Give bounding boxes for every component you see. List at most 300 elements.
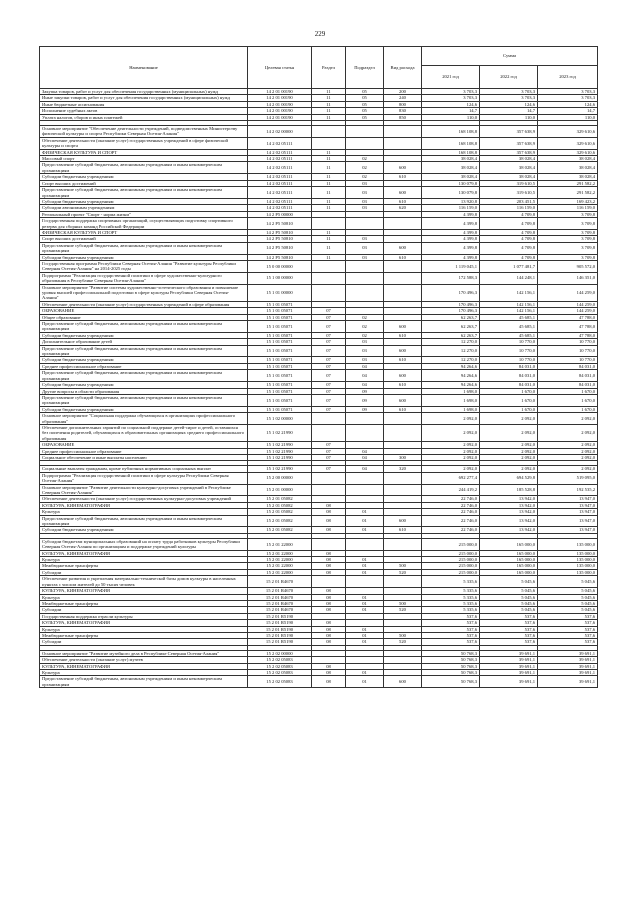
row-subsection: 01 [346,509,384,515]
header-article: Целевая статья [248,47,312,89]
row-section: 07 [312,388,346,394]
row-section: 08 [312,594,346,600]
row-value-2021: 692 277,4 [422,472,480,484]
row-subsection: 02 [346,156,384,162]
row-value-2021: 5 335,6 [422,594,480,600]
row-value-2023: 124,6 [538,101,598,107]
row-section [312,137,346,149]
row-name: Предоставление субсидий бюджетным, автономным учреждениям и иным некоммерческим организациям [40,676,248,688]
row-value-2022: 45 685,1 [480,314,538,320]
row-name: КУЛЬТУРА, КИНЕМАТОГРАФИЯ [40,663,248,669]
row-article: 15 1 01 05071 [248,363,312,369]
row-value-2022: 39 691,1 [480,669,538,675]
row-name: Государственная поддержка спортивных организаций, осуществляющих подготовку спортивного резерва для сборных команд Российской Федерации [40,218,248,230]
row-value-2023: 135 000,0 [538,563,598,569]
row-subsection: 03 [346,180,384,186]
row-name: ФИЗИЧЕСКАЯ КУЛЬТУРА И СПОРТ [40,149,248,155]
row-expense-type: 500 [384,563,422,569]
row-expense-type: 620 [384,205,422,211]
row-value-2021: 215 000,0 [422,538,480,550]
row-name: ОБРАЗОВАНИЕ [40,308,248,314]
row-name: КУЛЬТУРА, КИНЕМАТОГРАФИЯ [40,550,248,556]
row-article: 15 1 01 05071 [248,332,312,338]
row-article: 15 2 01 R4670 [248,607,312,613]
row-value-2022: 142 156,1 [480,301,538,307]
row-subsection [346,137,384,149]
table-row [40,218,598,230]
row-value-2021: 124,6 [422,101,480,107]
row-value-2022: 13 942,0 [480,496,538,502]
row-value-2021: 4 399,8 [422,229,480,235]
row-name: Межбюджетные трансферты [40,600,248,606]
row-expense-type: 600 [384,370,422,382]
header-section: Раздел [312,47,346,89]
row-value-2021: 537,6 [422,626,480,632]
row-value-2022: 1 670,0 [480,406,538,412]
row-section: 08 [312,676,346,688]
row-section: 11 [312,156,346,162]
row-section: 08 [312,639,346,645]
row-expense-type: 500 [384,600,422,606]
row-section: 07 [312,345,346,357]
row-article: 15 1 01 05071 [248,321,312,333]
row-article: 14 2 P5 50810 [248,229,312,235]
row-value-2021: 22 746,0 [422,496,480,502]
row-name: Субсидии бюджетным учреждениям [40,254,248,260]
table-row [40,272,598,284]
row-expense-type [384,137,422,149]
row-value-2021: 3 703,3 [422,95,480,101]
row-name: Основное мероприятие "Социальная поддержка обучающихся в организациях профессионального образования" [40,413,248,425]
row-article: 15 1 00 00000 [248,272,312,284]
row-section: 08 [312,600,346,606]
row-article: 14 2 02 05111 [248,149,312,155]
row-expense-type: 830 [384,108,422,114]
row-expense-type [384,218,422,230]
row-section: 07 [312,363,346,369]
row-value-2023: 10 770,0 [538,345,598,357]
row-value-2021: 50 768,3 [422,669,480,675]
row-name: КУЛЬТУРА, КИНЕМАТОГРАФИЯ [40,620,248,626]
row-name: Субсидии [40,569,248,575]
row-value-2021: 50 768,3 [422,650,480,656]
row-section: 08 [312,509,346,515]
row-subsection: 02 [346,321,384,333]
row-name: Межбюджетные трансферты [40,632,248,638]
row-value-2023: 47 788,0 [538,314,598,320]
row-article: 15 1 02 21990 [248,442,312,448]
row-subsection: 02 [346,314,384,320]
row-value-2023: 135 000,0 [538,538,598,550]
row-name: Государственная программа Республики Северная Осетия-Алания "Развитие культуры Республики Северная Осетия-Алания" на 2014-2025 годы [40,260,248,272]
row-subsection: 03 [346,205,384,211]
row-article: 15 2 01 R5190 [248,626,312,632]
row-value-2023: 2 092,0 [538,448,598,454]
row-name: Предоставление субсидий бюджетным, автономным учреждениям и иным некоммерческим организациям [40,394,248,406]
row-subsection [346,284,384,301]
row-value-2023: 146 351,0 [538,272,598,284]
row-value-2023: 135 000,0 [538,550,598,556]
row-section: 08 [312,563,346,569]
row-value-2023: 3 709,8 [538,211,598,217]
row-value-2021: 38 028,4 [422,162,480,174]
row-value-2021: 62 263,7 [422,321,480,333]
row-section: 07 [312,370,346,382]
row-article: 15 1 02 21990 [248,454,312,460]
row-value-2023: 110,0 [538,114,598,120]
row-value-2023: 144 259,0 [538,301,598,307]
row-value-2022: 84 031,0 [480,363,538,369]
row-value-2023: 519 095,0 [538,472,598,484]
row-value-2022: 2 092,0 [480,413,538,425]
row-value-2023: 39 691,1 [538,657,598,663]
row-name: Обеспечение деятельности (оказание услуг) музеев [40,657,248,663]
row-value-2023: 329 610,6 [538,149,598,155]
row-article: 15 2 01 R5190 [248,613,312,619]
row-subsection: 01 [346,669,384,675]
row-article: 14 2 P5 50810 [248,242,312,254]
row-value-2021: 4 399,8 [422,236,480,242]
row-section: 11 [312,95,346,101]
row-name: Обеспечение деятельности (оказание услуг) государственных учреждений в сфере физической культуры и спорта [40,137,248,149]
row-expense-type: 600 [384,394,422,406]
row-article: 15 2 01 00000 [248,484,312,496]
row-expense-type: 610 [384,332,422,338]
row-value-2023: 13 947,0 [538,527,598,533]
row-expense-type: 610 [384,527,422,533]
row-expense-type: 520 [384,639,422,645]
row-value-2022: 537,6 [480,639,538,645]
row-value-2022: 39 691,1 [480,657,538,663]
row-article: 15 1 02 21990 [248,466,312,472]
row-article: 15 2 01 05082 [248,509,312,515]
row-value-2023: 3 709,8 [538,242,598,254]
row-name: Государственная поддержка отрасли культуры [40,613,248,619]
row-section: 11 [312,89,346,95]
row-value-2021: 215 000,0 [422,550,480,556]
row-value-2022: 165 000,0 [480,538,538,550]
row-subsection: 01 [346,563,384,569]
row-subsection: 01 [346,600,384,606]
row-article: 14 2 P5 00000 [248,211,312,217]
row-value-2021: 215 000,0 [422,557,480,563]
row-article: 15 2 01 05082 [248,502,312,508]
row-name: Основное мероприятие "Развитие деятельности культурно-досуговых учреждений в Республике Северная Осетия-Алания" [40,484,248,496]
row-value-2021: 5 335,6 [422,607,480,613]
row-value-2023: 291 582,2 [538,180,598,186]
row-section: 11 [312,108,346,114]
row-section: 07 [312,466,346,472]
row-article: 15 2 01 R4670 [248,600,312,606]
row-article: 15 1 01 05071 [248,370,312,382]
table-row [40,484,598,496]
row-value-2021: 4 399,8 [422,254,480,260]
row-section [312,538,346,550]
row-section: 08 [312,502,346,508]
row-value-2022: 84 031,0 [480,370,538,382]
row-article: 15 0 00 00000 [248,260,312,272]
row-article: 15 1 01 05071 [248,314,312,320]
row-name: Спорт высших достижений [40,180,248,186]
row-section: 11 [312,198,346,204]
row-section [312,260,346,272]
row-value-2023: 1 670,0 [538,388,598,394]
row-name: Субсидии бюджетам муниципальных образований на оплату труда работников культуры Республики Северная Осетия-Алания по организациям и поддержке учреждений культуры [40,538,248,550]
row-name: Культура [40,509,248,515]
row-name: Культура [40,669,248,675]
header-subsection: Подраздел [346,47,384,89]
row-name: Субсидии автономным учреждениям [40,205,248,211]
budget-table [39,46,598,688]
row-subsection [346,260,384,272]
row-section: 08 [312,626,346,632]
row-subsection [346,413,384,425]
row-subsection [346,538,384,550]
row-subsection: 03 [346,357,384,363]
row-name: Субсидии бюджетным учреждениям [40,406,248,412]
row-subsection [346,272,384,284]
row-value-2022: 5 045,6 [480,600,538,606]
row-value-2021: 5 335,6 [422,600,480,606]
row-value-2021: 94 264,6 [422,370,480,382]
row-expense-type: 320 [384,466,422,472]
row-section: 07 [312,454,346,460]
row-value-2021: 2 092,0 [422,448,480,454]
row-name: Субсидии бюджетным учреждениям [40,357,248,363]
row-subsection: 01 [346,632,384,638]
row-section: 11 [312,174,346,180]
row-expense-type: 600 [384,345,422,357]
row-subsection: 01 [346,515,384,527]
row-value-2023: 38 028,4 [538,162,598,174]
table-row [40,370,598,382]
row-value-2021: 5 335,6 [422,576,480,588]
row-expense-type [384,538,422,550]
row-name: Другие вопросы в области образования [40,388,248,394]
row-value-2023: 5 045,6 [538,576,598,588]
row-value-2022: 5 045,6 [480,594,538,600]
row-article: 15 1 01 05071 [248,345,312,357]
row-subsection: 01 [346,639,384,645]
row-article: 15 2 01 22000 [248,569,312,575]
row-article: 15 1 01 05071 [248,388,312,394]
row-section: 11 [312,242,346,254]
row-expense-type: 800 [384,101,422,107]
row-value-2022: 165 000,0 [480,569,538,575]
row-section: 07 [312,442,346,448]
row-section: 07 [312,321,346,333]
row-value-2021: 244 419,2 [422,484,480,496]
row-name: Предоставление субсидий бюджетным, автономным учреждениям и иным некоммерческим организациям [40,370,248,382]
row-expense-type [384,413,422,425]
row-value-2021: 12 270,0 [422,345,480,357]
row-article: 14 2 02 05111 [248,162,312,174]
row-value-2021: 537,6 [422,620,480,626]
row-value-2021: 537,6 [422,639,480,645]
row-article: 14 2 02 05111 [248,180,312,186]
row-subsection [346,218,384,230]
row-subsection: 09 [346,406,384,412]
row-section: 11 [312,101,346,107]
row-value-2023: 192 535,2 [538,484,598,496]
row-name: КУЛЬТУРА, КИНЕМАТОГРАФИЯ [40,502,248,508]
row-value-2023: 1 670,0 [538,406,598,412]
row-expense-type: 600 [384,242,422,254]
row-section: 08 [312,527,346,533]
row-name: Основное мероприятие "Обеспечение деятельности учреждений, подведомственных Министерству физической культуры и спорта Республики Северная Осетия-Алания" [40,126,248,138]
row-value-2022: 13 942,0 [480,509,538,515]
row-name: Подпрограмма "Реализация государственной политики в сфере культуры Республики Северная Осетия-Алания" [40,472,248,484]
row-value-2023: 116 159,0 [538,205,598,211]
row-subsection: 01 [346,607,384,613]
row-value-2022: 4 709,8 [480,229,538,235]
row-value-2022: 165 000,0 [480,550,538,556]
table-body [40,89,598,688]
row-article: 15 2 02 05083 [248,657,312,663]
row-value-2021: 215 000,0 [422,563,480,569]
row-name: Обеспечение дополнительных гарантий по социальной поддержке детей-сирот и детей, оставшихся без попечения родителей, обучающихся в образовательных организациях среднего профессионального образования [40,424,248,441]
row-value-2023: 537,6 [538,639,598,645]
row-subsection: 03 [346,198,384,204]
row-section: 08 [312,515,346,527]
row-section: 08 [312,557,346,563]
table-row [40,676,598,688]
row-subsection: 09 [346,388,384,394]
table-row [40,284,598,301]
row-name: Иные бюджетные ассигнования [40,101,248,107]
row-value-2023: 39 691,1 [538,663,598,669]
header-2023: 2023 год [538,66,598,89]
row-subsection: 04 [346,448,384,454]
row-name: Предоставление субсидий бюджетным, автономным учреждениям и иным некоммерческим организациям [40,345,248,357]
row-subsection: 05 [346,95,384,101]
row-section: 08 [312,632,346,638]
row-name: Основное мероприятие "Развитие музейного дела в Республике Северная Осетия-Алания" [40,650,248,656]
row-section: 07 [312,339,346,345]
row-value-2023: 10 770,0 [538,339,598,345]
table-row [40,515,598,527]
row-expense-type: 610 [384,406,422,412]
row-value-2022: 319 610,5 [480,187,538,199]
row-value-2022: 110,0 [480,114,538,120]
row-section: 11 [312,254,346,260]
row-expense-type: 850 [384,114,422,120]
row-value-2023: 135 000,0 [538,557,598,563]
table-row [40,424,598,441]
row-name: Субсидии бюджетным учреждениям [40,174,248,180]
row-expense-type [384,472,422,484]
row-value-2023: 3 703,3 [538,95,598,101]
row-subsection: 05 [346,108,384,114]
row-subsection [346,576,384,588]
row-value-2021: 50 768,3 [422,676,480,688]
row-value-2022: 13 942,0 [480,515,538,527]
row-value-2021: 537,6 [422,632,480,638]
row-expense-type: 610 [384,382,422,388]
row-expense-type: 600 [384,676,422,688]
row-section: 11 [312,187,346,199]
row-subsection [346,472,384,484]
row-article: 15 2 02 05083 [248,669,312,675]
row-article: 14 2 02 05111 [248,137,312,149]
row-value-2022: 4 709,8 [480,242,538,254]
row-value-2023: 3 703,3 [538,89,598,95]
row-subsection: 05 [346,89,384,95]
row-value-2021: 4 399,8 [422,242,480,254]
row-value-2023: 329 610,6 [538,126,598,138]
row-value-2022: 5 045,6 [480,576,538,588]
row-value-2021: 38 028,4 [422,174,480,180]
row-value-2021: 22 746,0 [422,515,480,527]
row-section [312,576,346,588]
row-article: 14 2 P5 50810 [248,218,312,230]
row-value-2021: 1 698,0 [422,388,480,394]
row-expense-type: 600 [384,162,422,174]
row-value-2022: 124,6 [480,101,538,107]
row-name: Межбюджетные трансферты [40,563,248,569]
row-subsection: 01 [346,527,384,533]
row-article: 14 2 01 00190 [248,101,312,107]
row-value-2023: 38 028,4 [538,156,598,162]
row-name: Субсидии бюджетным учреждениям [40,382,248,388]
row-subsection: 04 [346,466,384,472]
row-name: Субсидии бюджетным учреждениям [40,527,248,533]
row-article: 15 2 01 05082 [248,527,312,533]
row-value-2021: 1 698,0 [422,394,480,406]
row-value-2023: 5 045,6 [538,594,598,600]
header-sums: Сумма [422,47,598,66]
row-section [312,284,346,301]
row-value-2022: 45 685,1 [480,332,538,338]
row-article: 14 2 02 05111 [248,187,312,199]
row-value-2021: 12 270,0 [422,357,480,363]
row-article: 15 2 01 R5190 [248,632,312,638]
row-value-2022: 3 703,3 [480,95,538,101]
row-article: 14 2 02 05111 [248,198,312,204]
row-expense-type [384,424,422,441]
row-name: Обеспечение развития и укрепления материально-технической базы домов культуры в населенных пунктах с числом жителей до 50 тысяч человек [40,576,248,588]
row-article: 14 2 02 05111 [248,156,312,162]
row-value-2021: 172 588,3 [422,272,480,284]
row-subsection [346,126,384,138]
row-value-2021: 22 746,0 [422,502,480,508]
row-name: Региональный проект "Спорт - норма жизни" [40,211,248,217]
row-section: 08 [312,669,346,675]
row-name: Иные закупки товаров, работ и услуг для обеспечения государственных (муниципальных) нужд [40,95,248,101]
row-value-2021: 116 159,0 [422,205,480,211]
row-article: 14 2 02 00000 [248,126,312,138]
row-value-2023: 169 423,2 [538,198,598,204]
row-section: 08 [312,607,346,613]
row-value-2023: 5 045,6 [538,600,598,606]
row-value-2022: 319 610,5 [480,180,538,186]
row-value-2021: 14,7 [422,108,480,114]
row-subsection: 04 [346,454,384,460]
row-article: 14 2 P5 50810 [248,236,312,242]
table-row [40,413,598,425]
row-value-2022: 537,6 [480,620,538,626]
row-expense-type: 610 [384,357,422,363]
row-value-2021: 110,0 [422,114,480,120]
row-value-2022: 39 691,1 [480,676,538,688]
row-value-2023: 2 092,0 [538,424,598,441]
row-expense-type: 500 [384,632,422,638]
row-name: Субсидии бюджетным учреждениям [40,198,248,204]
row-value-2022: 10 770,0 [480,339,538,345]
row-value-2023: 14,7 [538,108,598,114]
row-value-2021: 22 746,0 [422,509,480,515]
row-value-2022: 694 529,8 [480,472,538,484]
